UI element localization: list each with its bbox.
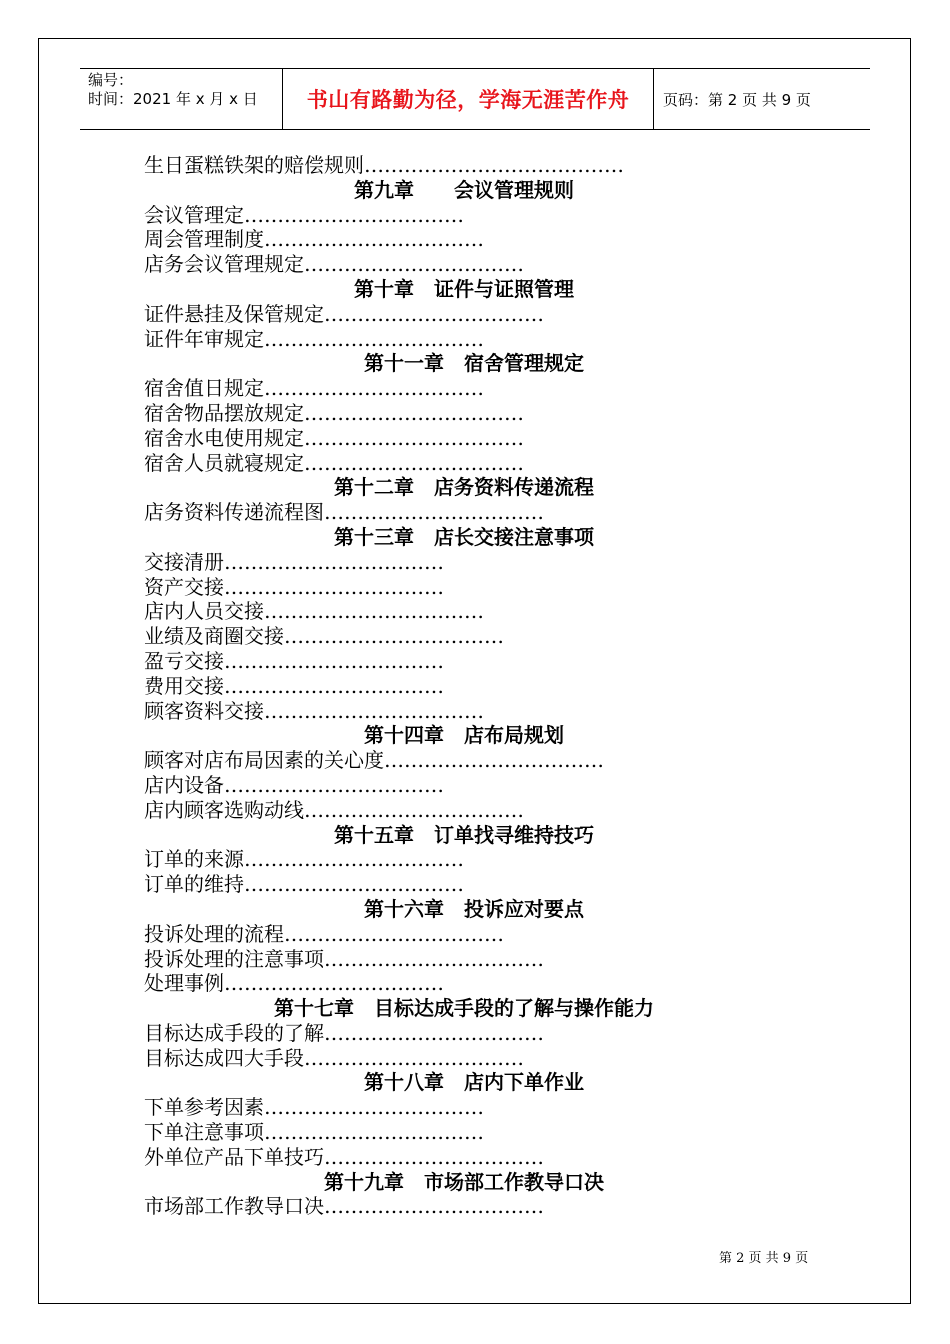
chapter-heading: 第十八章 店内下单作业 [344,1070,584,1095]
chapter-heading: 第十五章 订单找寻维持技巧 [334,822,594,847]
header-page-number: 页码：第 2 页 共 9 页 [663,90,811,109]
chapter-heading: 第十四章 店布局规划 [364,723,564,748]
toc-entry: 市场部工作教导口决…………………………… [144,1194,544,1219]
toc-entry: 投诉处理的注意事项…………………………… [144,946,544,971]
toc-entry: 店务会议管理规定…………………………… [144,252,524,277]
toc-entry: 资产交接…………………………… [144,574,444,599]
chapter-heading: 第十六章 投诉应对要点 [344,896,584,921]
document-time-label: 时间：2021 年 x 月 x 日 [88,90,258,108]
toc-entry: 目标达成四大手段…………………………… [144,1045,524,1070]
toc-entry: 店内顾客选购动线…………………………… [144,797,524,822]
toc-entry: 顾客资料交接…………………………… [144,698,484,723]
table-of-contents [144,153,784,1219]
chapter-heading: 第九章 会议管理规则 [354,177,574,202]
toc-entry: 宿舍物品摆放规定…………………………… [144,400,524,425]
toc-entry: 费用交接…………………………… [144,673,444,698]
chapter-heading: 第十九章 市场部工作教导口决 [324,1169,604,1194]
toc-entry: 宿舍人员就寝规定…………………………… [144,450,524,475]
toc-entry: 证件悬挂及保管规定…………………………… [144,301,544,326]
toc-entry: 店内人员交接…………………………… [144,599,484,624]
toc-entry: 处理事例…………………………… [144,971,444,996]
toc-entry: 交接清册…………………………… [144,549,444,574]
document-number-label: 编号： [88,71,134,89]
toc-entry: 生日蛋糕铁架的赔偿规则………………………………… [144,153,624,177]
chapter-heading: 第十七章 目标达成手段的了解与操作能力 [274,996,654,1021]
toc-entry: 店内设备…………………………… [144,772,444,797]
toc-entry: 店务资料传递流程图…………………………… [144,500,544,525]
chapter-heading: 第十章 证件与证照管理 [354,276,574,301]
toc-entry: 下单注意事项…………………………… [144,1120,484,1145]
toc-entry: 会议管理定…………………………… [144,202,464,227]
toc-entry: 目标达成手段的了解…………………………… [144,1020,544,1045]
toc-entry: 订单的来源…………………………… [144,847,464,872]
toc-entry: 宿舍水电使用规定…………………………… [144,425,524,450]
toc-entry: 顾客对店布局因素的关心度…………………………… [144,748,604,773]
header-motto: 书山有路勤为径，学海无涯苦作舟 [282,69,654,129]
toc-entry: 订单的维持…………………………… [144,872,464,897]
page-header [80,68,870,130]
toc-entry: 业绩及商圈交接…………………………… [144,624,504,649]
chapter-heading: 第十三章 店长交接注意事项 [334,524,594,549]
footer-page-number: 第 2 页 共 9 页 [719,1251,809,1266]
toc-entry: 下单参考因素…………………………… [144,1095,484,1120]
toc-entry: 周会管理制度…………………………… [144,227,484,252]
header-meta [80,69,282,129]
toc-entry: 投诉处理的流程…………………………… [144,921,504,946]
toc-entry: 证件年审规定…………………………… [144,326,484,351]
toc-entry: 外单位产品下单技巧…………………………… [144,1144,544,1169]
chapter-heading: 第十一章 宿舍管理规定 [344,351,584,376]
chapter-heading: 第十二章 店务资料传递流程 [334,475,594,500]
toc-entry: 宿舍值日规定…………………………… [144,376,484,401]
toc-entry: 盈亏交接…………………………… [144,648,444,673]
